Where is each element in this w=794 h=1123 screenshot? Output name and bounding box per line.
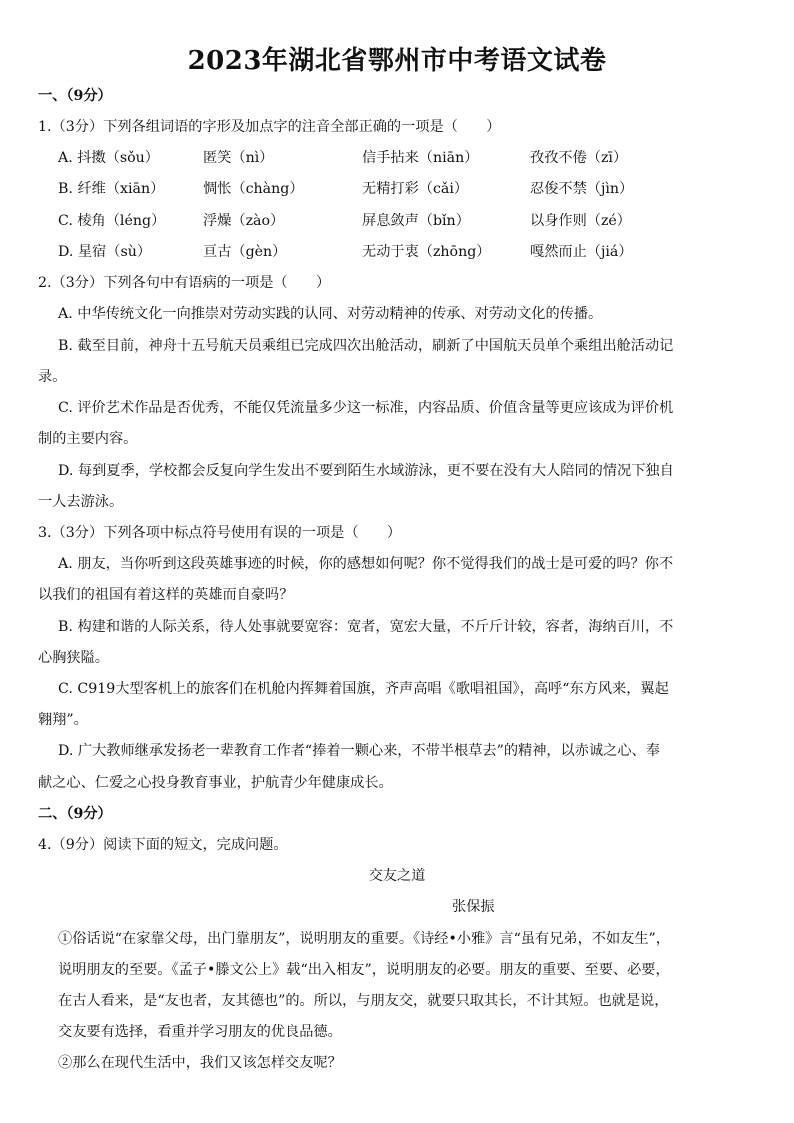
option-d-word-1: D. 星宿（sù） bbox=[58, 244, 152, 260]
option-b-word-3: 无精打彩（cǎi） bbox=[362, 181, 469, 197]
option-a-word-3: 信手拈来（niān） bbox=[362, 150, 479, 166]
question-2-option-d-line-2: 一人去游泳。 bbox=[38, 494, 124, 510]
option-b-word-4: 忍俊不禁（jìn） bbox=[530, 181, 634, 197]
section-heading-2: 二、（9分） bbox=[38, 806, 112, 822]
question-3-option-d-line-2: 献之心、仁爱之心投身教育事业，护航青少年健康成长。 bbox=[38, 775, 393, 791]
question-2-option-d-line-1: D. 每到夏季，学校都会反复向学生发出不要到陌生水域游泳，更不要在没有大人陪同的情况下独自 bbox=[58, 463, 674, 479]
question-2-option-c-line-1: C. 评价艺术作品是否优秀，不能仅凭流量多少这一标准，内容品质、价值含量等更应该成为评价机 bbox=[58, 400, 674, 416]
option-a-word-2: 匿笑（nì） bbox=[203, 150, 274, 166]
question-3-option-b-line-1: B. 构建和谐的人际关系，待人处事就要宽容：宽者，宽宏大量，不斤斤计较，容者，海纳百川，不 bbox=[58, 619, 674, 635]
page-title: 2023年湖北省鄂州市中考语文试卷 bbox=[187, 46, 607, 76]
article-author: 张保振 bbox=[452, 899, 495, 915]
option-d-word-2: 亘古（gèn） bbox=[203, 244, 287, 260]
article-paragraph-1-line-4: 交友要有选择，看重并学习朋友的优良品德。 bbox=[58, 1024, 342, 1040]
question-2-option-c-line-2: 制的主要内容。 bbox=[38, 431, 138, 447]
option-d-word-3: 无动于衷（zhōng） bbox=[362, 244, 491, 260]
question-3-option-c-line-1: C. C919大型客机上的旅客们在机舱内挥舞着国旗，齐声高唱《歌唱祖国》，高呼“东方风来，翼起 bbox=[58, 681, 669, 697]
question-2-option-a: A. 中华传统文化一向推崇对劳动实践的认同、对劳动精神的传承、对劳动文化的传播。 bbox=[58, 306, 603, 322]
option-c-word-4: 以身作则（zé） bbox=[530, 213, 631, 229]
question-3-option-a-line-2: 以我们的祖国有着这样的英雄而自豪吗？ bbox=[38, 587, 294, 603]
question-3-option-b-line-2: 心胸狭隘。 bbox=[38, 650, 109, 666]
article-paragraph-1-line-3: 在古人看来，是“友也者，友其德也”的。所以，与朋友交，就要只取其长，不计其短。也就是说， bbox=[58, 993, 669, 1009]
question-3-stem: 3.（3分）下列各项中标点符号使用有误的一项是（ ） bbox=[38, 525, 402, 541]
article-title: 交友之道 bbox=[368, 868, 426, 884]
question-1-stem: 1.（3分）下列各组词语的字形及加点字的注音全部正确的一项是（ ） bbox=[38, 119, 501, 135]
option-a-word-1: A. 抖擞（sǒu） bbox=[58, 150, 159, 166]
option-c-word-2: 浮燥（zào） bbox=[203, 213, 285, 229]
question-2-option-b-line-2: 录。 bbox=[38, 369, 67, 385]
option-c-word-3: 屏息敛声（bǐn） bbox=[362, 213, 470, 229]
section-heading-1: 一、（9分） bbox=[38, 88, 112, 104]
question-3-option-d-line-1: D. 广大教师继承发扬老一辈教育工作者“捧着一颗心来，不带半根草去”的精神，以赤诚之心、奉 bbox=[58, 743, 660, 759]
question-3-option-c-line-2: 翱翔”。 bbox=[38, 712, 88, 728]
question-2-stem: 2.（3分）下列各句中有语病的一项是（ ） bbox=[38, 275, 331, 291]
question-2-option-b-line-1: B. 截至目前，神舟十五号航天员乘组已完成四次出舱活动，刷新了中国航天员单个乘组出舱活动记 bbox=[58, 338, 674, 354]
question-3-option-a-line-1: A. 朋友，当你听到这段英雄事迹的时候，你的感想如何呢？你不觉得我们的战士是可爱的吗？你不 bbox=[58, 556, 674, 572]
article-paragraph-2: ②那么在现代生活中，我们又该怎样交友呢？ bbox=[58, 1055, 342, 1071]
article-paragraph-1-line-1: ①俗话说“在家靠父母，出门靠朋友”，说明朋友的重要。《诗经•小雅》言“虽有兄弟，不如友生”， bbox=[58, 931, 670, 947]
option-c-word-1: C. 棱角（léng） bbox=[58, 213, 166, 229]
option-b-word-1: B. 纤维（xiān） bbox=[58, 181, 165, 197]
article-paragraph-1-line-2: 说明朋友的至要。《孟子•滕文公上》载“出入相友”，说明朋友的必要。朋友的重要、至要、必要， bbox=[58, 962, 670, 978]
option-d-word-4: 嘎然而止（jiá） bbox=[530, 244, 633, 260]
option-b-word-2: 惆怅（chàng） bbox=[203, 181, 304, 197]
question-4-stem: 4.（9分）阅读下面的短文，完成问题。 bbox=[38, 837, 288, 853]
option-a-word-4: 孜孜不倦（zī） bbox=[530, 150, 628, 166]
